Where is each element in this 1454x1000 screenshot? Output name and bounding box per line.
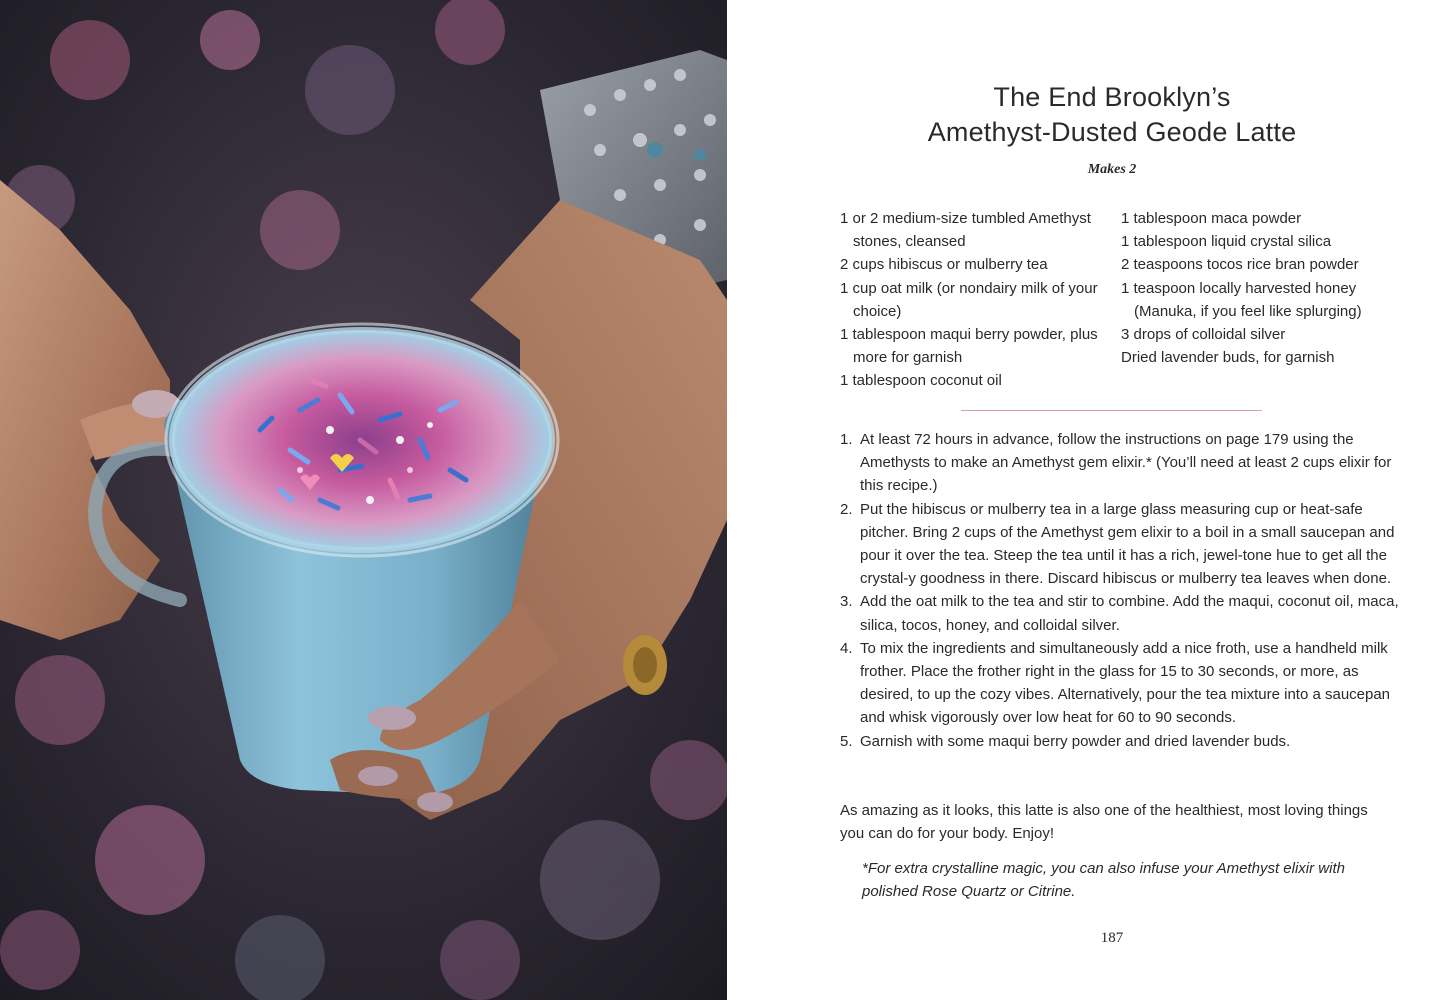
step-text: To mix the ingredients and simultaneously add a nice froth, use a handheld milk frother. Place the frother right in the glass for 15 to 30 seconds, or more, as desired, to up the cozy vibes. Alternatively, pour the tea mixture into a saucepan and whisk vigorously over low heat for 60 to 90 seconds. bbox=[860, 639, 1391, 727]
step-text: Put the hibiscus or mulberry tea in a large glass measuring cup or heat-safe pitcher. Bring 2 cups of the Amethyst gem elixir to a boil in a small saucepan and pour it over the tea. Steep the tea until it has a rich, jewel-tone hue to get all the crystal-y goodness in there. Discard hibiscus or mulberry tea leaves when done. bbox=[860, 500, 1395, 588]
step-number: 3. bbox=[840, 593, 853, 611]
ingredient-item: 2 cups hibiscus or mulberry tea bbox=[840, 256, 1048, 274]
recipe-title bbox=[727, 80, 1454, 150]
ingredients-right-column bbox=[1121, 207, 1401, 369]
recipe-page bbox=[727, 0, 1454, 1000]
footnote: *For extra crystalline magic, you can also infuse your Amethyst elixir with polished Rose Quartz or Citrine. bbox=[862, 860, 1345, 901]
ingredient-item: Dried lavender buds, for garnish bbox=[1121, 349, 1335, 367]
step-text: Garnish with some maqui berry powder and dried lavender buds. bbox=[860, 732, 1291, 750]
instruction-step bbox=[840, 730, 1400, 753]
ingredient-item: 1 tablespoon maca powder bbox=[1121, 210, 1302, 227]
step-number: 2. bbox=[840, 500, 853, 518]
ingredient-item: 1 cup oat milk (or nondairy milk of your choice) bbox=[840, 279, 1098, 320]
step-text: Add the oat milk to the tea and stir to combine. Add the maqui, coconut oil, maca, silica, tocos, honey, and colloidal silver. bbox=[860, 593, 1399, 634]
yield-label: Makes 2 bbox=[1087, 162, 1137, 177]
step-number: 1. bbox=[840, 431, 853, 448]
page-number: 187 bbox=[1100, 930, 1124, 946]
ingredient-item: 1 tablespoon coconut oil bbox=[840, 372, 1002, 390]
title-line-1: The End Brooklyn’s bbox=[993, 82, 1231, 112]
step-text: At least 72 hours in advance, follow the instructions on page 179 using the Amethysts to make an Amethyst gem elixir.* (You’ll need at least 2 cups elixir for this recipe.) bbox=[860, 431, 1392, 495]
instructions-list bbox=[840, 428, 1400, 753]
title-line-2: Amethyst-Dusted Geode Latte bbox=[927, 117, 1297, 147]
ingredient-item: 2 teaspoons tocos rice bran powder bbox=[1121, 256, 1359, 274]
instruction-step bbox=[840, 498, 1400, 591]
instruction-step bbox=[840, 428, 1400, 498]
step-number: 5. bbox=[840, 732, 853, 750]
ingredient-item: 1 or 2 medium-size tumbled Amethyst stones, cleansed bbox=[840, 210, 1091, 251]
ingredient-item: 1 teaspoon locally harvested honey (Manuka, if you feel like splurging) bbox=[1121, 279, 1362, 320]
ingredient-item: 1 tablespoon liquid crystal silica bbox=[1121, 233, 1332, 251]
section-divider bbox=[961, 410, 1262, 411]
ingredient-item: 1 tablespoon maqui berry powder, plus more for garnish bbox=[840, 326, 1098, 367]
instruction-step bbox=[840, 590, 1400, 636]
step-number: 4. bbox=[840, 639, 853, 657]
ingredient-item: 3 drops of colloidal silver bbox=[1121, 326, 1286, 344]
instruction-step bbox=[840, 637, 1400, 730]
closing-paragraph: As amazing as it looks, this latte is also one of the healthiest, most loving things you can do for your body. Enjoy! bbox=[840, 802, 1368, 843]
ingredients-left-column bbox=[840, 207, 1110, 393]
